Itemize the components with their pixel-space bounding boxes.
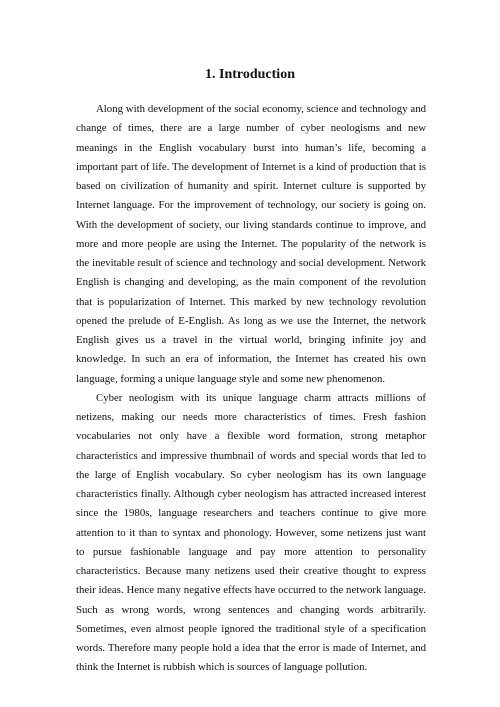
- section-heading: 1. Introduction: [205, 67, 295, 82]
- paragraph-2: Cyber neologism with its unique language charm attracts millions of netizens, making our needs more characteristics of times. Fresh fashion vocabularies not only have a flexible word formation, strong metaphor characteristics and impressive thumbnail of words and special words that led to the large of English vocabulary. So cyber neologism has its own language characteristics finally. Although cyber neologism has attracted increased interest since the 1980s, language researchers and teachers continue to give more attention to it than to syntax and phonology. However, some netizens just want to pursue fashionable language and pay more attention to personality characteristics. Because many netizens used their creative thought to express their ideas. Hence many negative effects have occurred to the network language. Such as wrong words, wrong sentences and changing words arbitrarily. Sometimes, even almost people ignored the traditional style of a specification words. Therefore many people hold a idea that the error is made of Internet, and think the Internet is rubbish which is sources of language pollution.: [76, 391, 426, 674]
- body-text: [76, 100, 426, 678]
- paragraph-1: Along with development of the social economy, science and technology and change of times, there are a large number of cyber neologisms and new meanings in the English vocabulary burst into human’s life, becoming a important part of life. The development of Internet is a kind of production that is based on civilization of humanity and spirit. Internet culture is supported by Internet language. For the improvement of technology, our society is going on. With the development of society, our living standards continue to improve, and more and more people are using the Internet. The popularity of the network is the inevitable result of science and technology and social development. Network English is changing and developing, as the main component of the revolution that is popularization of Internet. This marked by new technology revolution opened the prelude of E-English. As long as we use the Internet, the network English gives us a travel in the virtual world, bringing infinite joy and knowledge. In such an era of information, the Internet has created his own language, forming a unique language style and some new phenomenon.: [76, 103, 426, 385]
